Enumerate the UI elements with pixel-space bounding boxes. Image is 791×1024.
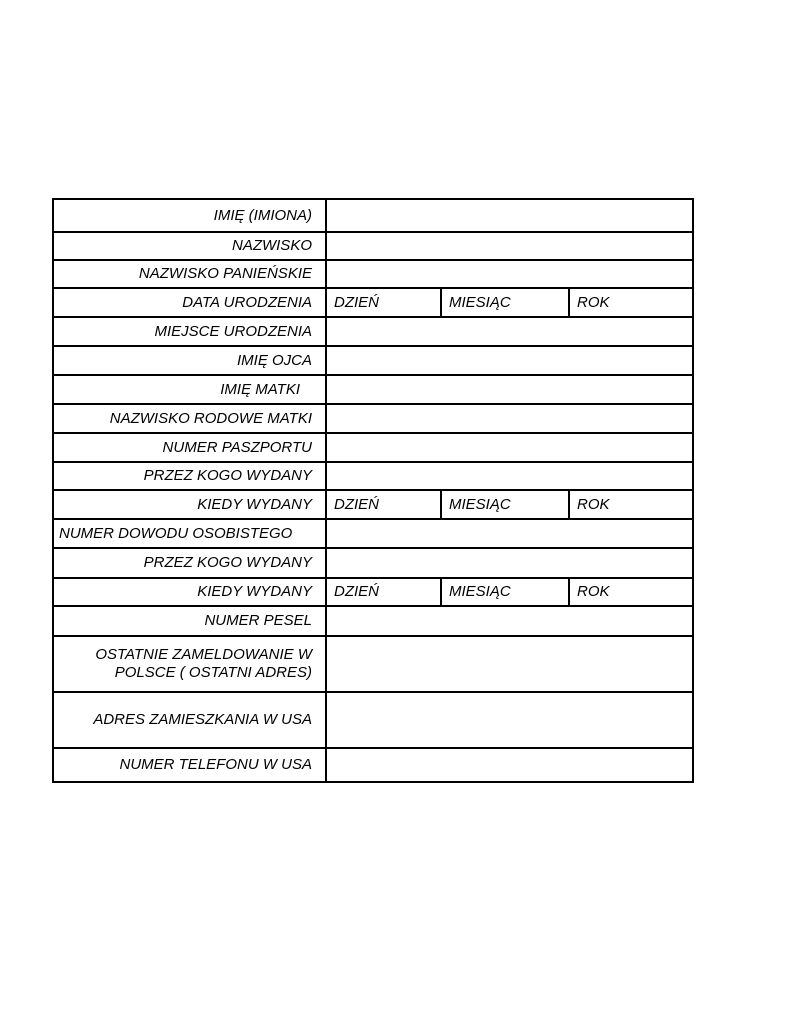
field-father-name[interactable] bbox=[326, 346, 693, 375]
label-mother-maiden-name: NAZWISKO RODOWE MATKI bbox=[53, 404, 326, 433]
field-passport-year[interactable]: ROK bbox=[569, 490, 693, 519]
label-last-registration bbox=[53, 636, 326, 692]
row-id-issued-by bbox=[53, 548, 693, 578]
row-first-names bbox=[53, 199, 693, 232]
label-id-number: NUMER DOWODU OSOBISTEGO bbox=[53, 519, 326, 548]
field-us-phone[interactable] bbox=[326, 748, 693, 782]
field-us-address[interactable] bbox=[326, 692, 693, 748]
label-us-address: ADRES ZAMIESZKANIA W USA bbox=[53, 692, 326, 748]
row-id-issued-when bbox=[53, 578, 693, 606]
field-mother-name[interactable] bbox=[326, 375, 693, 404]
row-last-registration bbox=[53, 636, 693, 692]
field-passport-month[interactable]: MIESIĄC bbox=[441, 490, 569, 519]
field-surname[interactable] bbox=[326, 232, 693, 260]
label-birth-date: DATA URODZENIA bbox=[53, 288, 326, 317]
field-passport-number[interactable] bbox=[326, 433, 693, 462]
row-surname bbox=[53, 232, 693, 260]
label-maiden-name: NAZWISKO PANIEŃSKIE bbox=[53, 260, 326, 288]
field-birth-year[interactable]: ROK bbox=[569, 288, 693, 317]
row-id-number bbox=[53, 519, 693, 548]
label-us-phone: NUMER TELEFONU W USA bbox=[53, 748, 326, 782]
label-mother-name: IMIĘ MATKI bbox=[53, 375, 326, 404]
field-pesel[interactable] bbox=[326, 606, 693, 636]
field-id-day[interactable]: DZIEŃ bbox=[326, 578, 441, 606]
label-first-names: IMIĘ (IMIONA) bbox=[53, 199, 326, 232]
label-passport-issued-when: KIEDY WYDANY bbox=[53, 490, 326, 519]
row-birth-place bbox=[53, 317, 693, 346]
field-passport-day[interactable]: DZIEŃ bbox=[326, 490, 441, 519]
row-mother-maiden-name bbox=[53, 404, 693, 433]
label-passport-number: NUMER PASZPORTU bbox=[53, 433, 326, 462]
row-us-address bbox=[53, 692, 693, 748]
label-passport-issued-by: PRZEZ KOGO WYDANY bbox=[53, 462, 326, 490]
row-maiden-name bbox=[53, 260, 693, 288]
field-passport-issued-by[interactable] bbox=[326, 462, 693, 490]
row-passport-number bbox=[53, 433, 693, 462]
row-passport-issued-by bbox=[53, 462, 693, 490]
field-id-number[interactable] bbox=[326, 519, 693, 548]
personal-data-form bbox=[52, 198, 694, 783]
label-id-issued-by: PRZEZ KOGO WYDANY bbox=[53, 548, 326, 578]
label-birth-place: MIEJSCE URODZENIA bbox=[53, 317, 326, 346]
row-mother-name bbox=[53, 375, 693, 404]
field-mother-maiden-name[interactable] bbox=[326, 404, 693, 433]
field-id-month[interactable]: MIESIĄC bbox=[441, 578, 569, 606]
field-id-year[interactable]: ROK bbox=[569, 578, 693, 606]
label-pesel: NUMER PESEL bbox=[53, 606, 326, 636]
row-passport-issued-when bbox=[53, 490, 693, 519]
field-id-issued-by[interactable] bbox=[326, 548, 693, 578]
label-last-registration-line2: POLSCE ( OSTATNI ADRES) bbox=[114, 664, 312, 681]
label-father-name: IMIĘ OJCA bbox=[53, 346, 326, 375]
label-surname: NAZWISKO bbox=[53, 232, 326, 260]
field-birth-place[interactable] bbox=[326, 317, 693, 346]
field-first-names[interactable] bbox=[326, 199, 693, 232]
label-id-issued-when: KIEDY WYDANY bbox=[53, 578, 326, 606]
field-maiden-name[interactable] bbox=[326, 260, 693, 288]
field-birth-day[interactable]: DZIEŃ bbox=[326, 288, 441, 317]
row-us-phone bbox=[53, 748, 693, 782]
row-birth-date bbox=[53, 288, 693, 317]
field-last-registration[interactable] bbox=[326, 636, 693, 692]
field-birth-month[interactable]: MIESIĄC bbox=[441, 288, 569, 317]
label-last-registration-line1: OSTATNIE ZAMELDOWANIE W bbox=[95, 646, 312, 663]
row-pesel bbox=[53, 606, 693, 636]
row-father-name bbox=[53, 346, 693, 375]
